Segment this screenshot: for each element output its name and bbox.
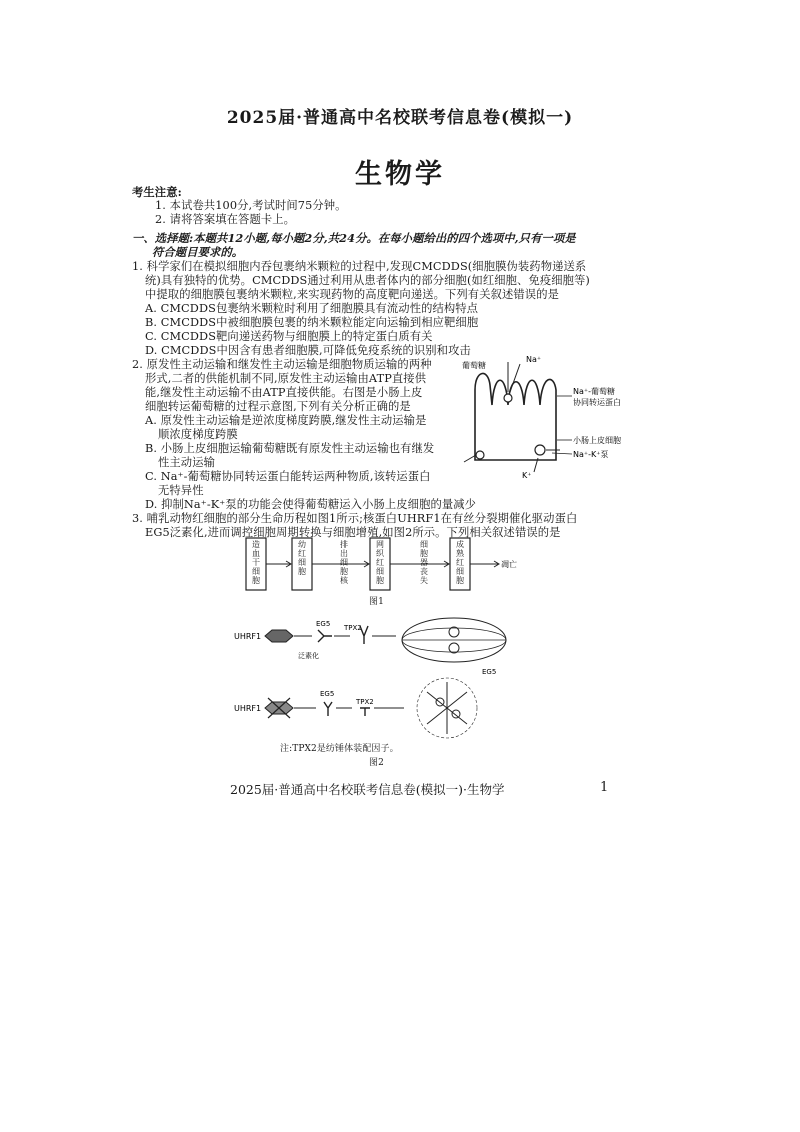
q2-option-c: C. Na⁺-葡萄糖协同转运蛋白能转运两种物质,该转运蛋白 [145,470,431,483]
q1-option-a: A. CMCDDS包裹纳米颗粒时利用了细胞膜具有流动性的结构特点 [145,302,479,315]
glucose-transporter [476,451,484,459]
page-footer: 2025届·普通高中名校联考信息卷(模拟一)·生物学 [230,782,505,797]
uhrf1-protein [265,630,293,642]
q1-option-b: B. CMCDDS中被细胞膜包裹的纳米颗粒能定向运输到相应靶细胞 [145,316,479,329]
cell-label: 小肠上皮细胞 [573,436,621,445]
eg5-protein [324,702,332,716]
symporter-label: Na⁺-葡萄糖 [573,387,615,396]
spindle-fiber [427,682,467,734]
q3-stem: EG5泛素化,进而调控细胞周期转换与细胞增殖,如图2所示。下列相关叙述错误的是 [145,526,561,539]
pump-label: Na⁺-K⁺泵 [573,450,609,459]
eg5-label: EG5 [482,668,497,676]
q2-stem: 能,继发性主动运输不由ATP直接供能。右图是小肠上皮 [145,386,423,399]
glucose-label: 葡萄糖 [462,361,486,370]
ubiquitination-label: 泛素化 [298,652,319,660]
notice-item: 2. 请将答案填在答题卡上。 [155,213,296,226]
q2-stem: 细胞转运葡萄糖的过程示意图,下列有关分析正确的是 [145,400,411,413]
eg5-protein [318,630,332,642]
chromosome [449,627,459,637]
figure-1-caption: 图1 [369,597,384,607]
q2-option-c-cont: 无特异性 [158,484,204,497]
eg5-label: EG5 [320,690,335,698]
na-label: Na⁺ [526,355,542,364]
q2-stem: 形式,二者的供能机制不同,原发性主动运输由ATP直接供 [145,372,427,385]
section-heading: 一、选择题:本题共12小题,每小题2分,共24分。在每小题给出的四个选项中,只有一项是 [132,231,576,245]
erythroblast-label: 幼红细胞 [298,540,306,576]
q2-option-a-cont: 顺浓度梯度跨膜 [158,428,238,441]
q2-option-a: A. 原发性主动运输是逆浓度梯度跨膜,继发性主动运输是 [145,414,427,427]
q2-option-d: D. 抑制Na⁺-K⁺泵的功能会使得葡萄糖运入小肠上皮细胞的量减少 [145,498,477,511]
q3-stem: 3. 哺乳动物红细胞的部分生命历程如图1所示;核蛋白UHRF1在有丝分裂期催化驱动蛋白 [132,512,578,525]
leader-line [552,453,572,454]
uhrf1-label: UHRF1 [234,704,262,713]
chromosome [452,710,460,718]
eg5-label: EG5 [316,620,331,628]
mature-rbc-label: 成熟红细胞 [456,540,464,585]
notice-heading: 考生注意: [132,185,182,199]
figure-2-caption: 图2 [369,758,384,768]
symporter-label-cont: 协同转运蛋白 [573,398,621,407]
subject-title: 生物学 [355,159,445,190]
figure-2-note: 注:TPX2是纺锤体装配因子。 [280,744,399,754]
q1-stem: 1. 科学家们在模拟细胞内吞包裹纳米颗粒的过程中,发现CMCDDS(细胞膜伪装药物递送系 [132,260,587,273]
q1-option-c: C. CMCDDS靶向递送药物与细胞膜上的特定蛋白质有关 [145,330,433,343]
tpx2-label: TPX2 [344,624,362,632]
na-k-pump [535,445,545,455]
organelle-loss-label: 细胞器丧失 [420,540,428,585]
q1-stem: 统)具有独特的优势。CMCDDS通过利用从患者体内的部分细胞(如红细胞、免疫细胞等) [145,274,590,287]
symporter-protein [504,394,512,402]
tpx2-protein [360,708,370,716]
notice-item: 1. 本试卷共100分,考试时间75分钟。 [155,199,347,212]
apoptosis-label: 凋亡 [501,560,517,569]
q2-option-b-cont: 性主动运输 [158,456,215,469]
tpx2-label: TPX2 [356,698,374,706]
k-label: K⁺ [522,471,532,480]
q1-option-d: D. CMCDDS中因含有患者细胞膜,可降低免疫系统的识别和攻击 [145,344,471,357]
section-heading-cont: 符合题目要求的。 [152,245,244,259]
arrow [510,364,520,392]
reticulocyte-label: 网织红细胞 [376,540,384,585]
q1-stem: 中提取的细胞膜包裹纳米颗粒,来实现药物的高度靶向递送。下列有关叙述错误的是 [145,288,559,301]
uhrf1-label: UHRF1 [234,632,262,641]
page-number: 1 [600,780,609,795]
q2-stem: 2. 原发性主动运输和继发性主动运输是细胞物质运输的两种 [132,358,432,371]
enucleation-label: 排出细胞核 [340,540,348,585]
q2-option-b: B. 小肠上皮细胞运输葡萄糖既有原发性主动运输也有继发 [145,442,435,455]
intestinal-cell-diagram [460,350,635,480]
figure-2-diagram [232,612,532,752]
exam-title: 2025届·普通高中名校联考信息卷(模拟一) [226,108,574,128]
chromosome [449,643,459,653]
tpx2-protein [360,626,368,644]
stem-cell-label: 造血干细胞 [252,540,260,585]
